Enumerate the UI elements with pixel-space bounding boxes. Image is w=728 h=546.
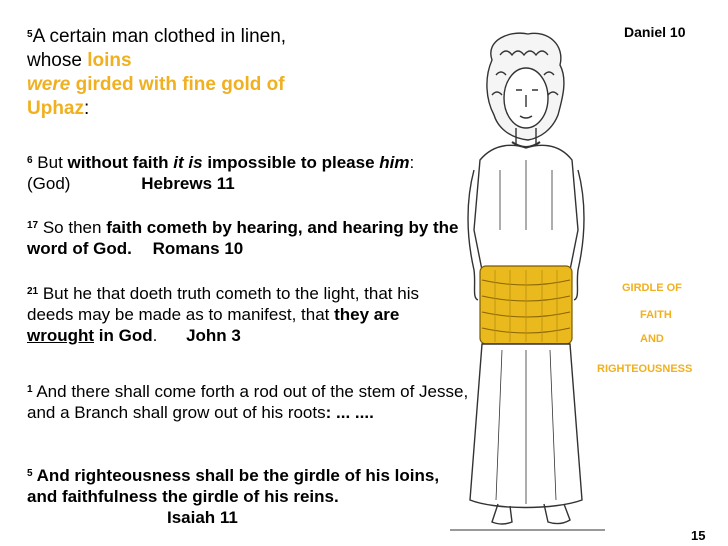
verse-text: A certain man clothed in linen, whose xyxy=(27,26,287,71)
verse-john-21 xyxy=(27,283,467,346)
girdle-label-line: FAITH xyxy=(640,309,672,321)
verse-number: 5 xyxy=(27,468,33,479)
verse-bold-italic: it is xyxy=(173,153,203,172)
verse-bold-italic: him xyxy=(379,153,410,172)
verse-bold: faith cometh by hearing, and hearing by the word of God. xyxy=(27,218,459,258)
verse-punct: . xyxy=(152,326,158,345)
verse-number: 17 xyxy=(27,220,39,231)
scripture-reference: Hebrews 11 xyxy=(141,174,235,193)
chapter-reference: Daniel 10 xyxy=(624,24,686,40)
scripture-reference: Romans 10 xyxy=(152,239,244,258)
verse-hebrews-6 xyxy=(27,152,457,194)
verse-highlight: loins xyxy=(87,50,132,71)
verse-isaiah-5 xyxy=(27,465,472,528)
verse-bold-underlined: wrought xyxy=(27,326,95,345)
page-number: 15 xyxy=(691,528,706,543)
verse-bold: in God xyxy=(94,326,153,345)
verse-number: 5 xyxy=(27,29,33,40)
verse-highlight-italic: were xyxy=(27,74,71,95)
verse-text: And righteousness shall be the girdle of his loins, and faithfulness the girdle of his reins. xyxy=(27,466,440,506)
scripture-reference: John 3 xyxy=(186,326,241,345)
verse-text: And there shall come forth a rod out of the stem of Jesse, and a Branch shall grow out of his roots xyxy=(27,382,469,422)
verse-romans-17 xyxy=(27,217,467,259)
scripture-reference: Isaiah 11 xyxy=(167,508,238,527)
verse-number: 1 xyxy=(27,384,33,395)
golden-girdle xyxy=(480,266,572,344)
verse-highlight: girded with fine gold of Uphaz xyxy=(27,74,285,119)
verse-punct: : xyxy=(84,98,90,119)
verse-text: : (God) xyxy=(27,153,415,193)
verse-text: But he that doeth truth cometh to the light, that his deeds may be made as to manifest, that xyxy=(27,284,419,324)
verse-bold: without faith xyxy=(67,153,174,172)
verse-bold: they are xyxy=(334,305,400,324)
verse-text: So then xyxy=(38,218,107,237)
verse-bold: impossible to please xyxy=(202,153,380,172)
verse-bold: : ... .... xyxy=(325,403,374,422)
verse-number: 21 xyxy=(27,286,39,297)
girdle-label-line: AND xyxy=(640,333,664,345)
girdle-label-line: RIGHTEOUSNESS xyxy=(597,363,693,375)
verse-text: But xyxy=(32,153,68,172)
verse-number: 6 xyxy=(27,155,33,166)
verse-daniel-5 xyxy=(27,25,287,121)
man-in-linen-illustration xyxy=(440,30,610,545)
girdle-label-line: GIRDLE OF xyxy=(622,282,682,294)
verse-isaiah-1 xyxy=(27,381,477,423)
